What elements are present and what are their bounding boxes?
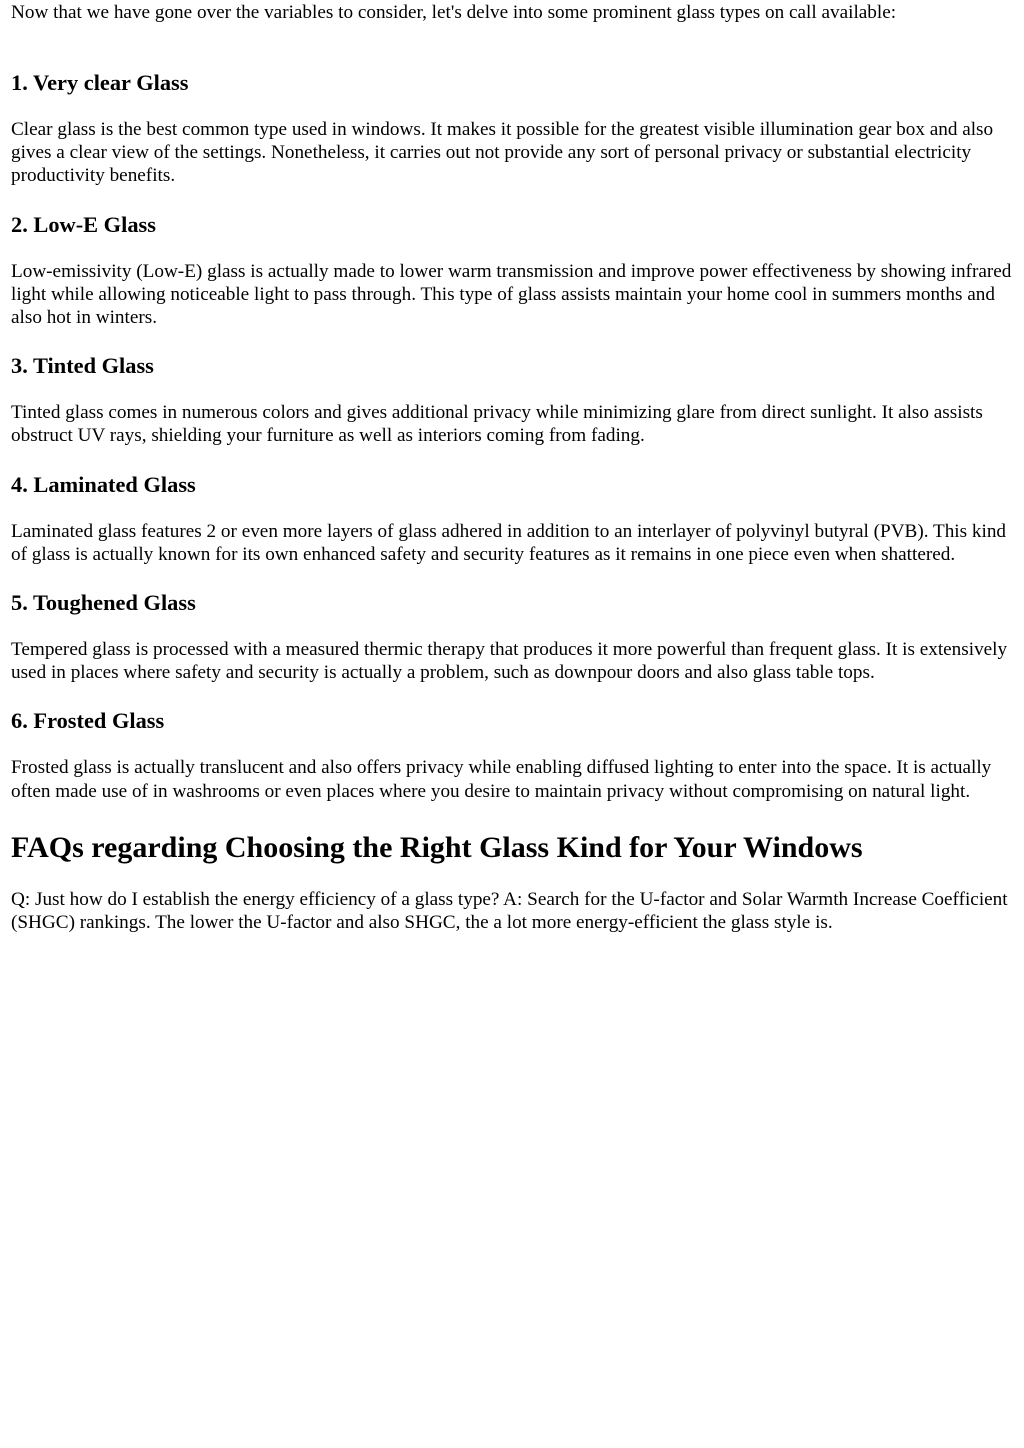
section-heading-tinted-glass: 3. Tinted Glass bbox=[11, 353, 154, 379]
section-body-low-e-glass: Low-emissivity (Low-E) glass is actually made to lower warm transmission and improve power effectiveness by showing infrared light while allowing noticeable light to pass through. This type of glass assists maintain your home cool in summers months and also hot in winters. bbox=[11, 260, 1012, 329]
faq-heading: FAQs regarding Choosing the Right Glass Kind for Your Windows bbox=[11, 830, 863, 864]
section-body-clear-glass: Clear glass is the best common type used in windows. It makes it possible for the greatest visible illumination gear box and also gives a clear view of the settings. Nonetheless, it carries out not provide any sort of personal privacy or substantial electricity productivity benefits. bbox=[11, 119, 994, 187]
section-body-laminated-glass: Laminated glass features 2 or even more layers of glass adhered in addition to an interlayer of polyvinyl butyral (PVB). This kind of glass is actually known for its own enhanced safety and security features as it remains in one piece even when shattered. bbox=[11, 520, 1007, 565]
section-heading-clear-glass: 1. Very clear Glass bbox=[11, 70, 189, 95]
intro-paragraph: Now that we have gone over the variables to consider, let's delve into some prominent glass types on call available: bbox=[11, 2, 897, 23]
section-heading-frosted-glass: 6. Frosted Glass bbox=[11, 708, 165, 734]
section-body-tinted-glass: Tinted glass comes in numerous colors and gives additional privacy while minimizing glare from direct sunlight. It also assists obstruct UV rays, shielding your furniture as well as interiors coming from fading. bbox=[11, 402, 983, 447]
faq-body: Q: Just how do I establish the energy efficiency of a glass type? A: Search for the U-factor and Solar Warmth Increase Coefficient (SHGC) rankings. The lower the U-factor and also SHGC, the a lot more energy-efficient the glass style is. bbox=[11, 888, 1008, 934]
section-body-frosted-glass: Frosted glass is actually translucent and also offers privacy while enabling diffused lighting to enter into the space. It is actually often made use of in washrooms or even places where you desire to maintain privacy without compromising on natural light. bbox=[11, 757, 992, 802]
section-heading-low-e-glass: 2. Low-E Glass bbox=[11, 211, 156, 237]
section-body-toughened-glass: Tempered glass is processed with a measured thermic therapy that produces it more powerful than frequent glass. It is extensively used in places where safety and security is actually a problem, such as downpour doors and also glass table tops. bbox=[11, 639, 1008, 684]
section-heading-toughened-glass: 5. Toughened Glass bbox=[11, 590, 196, 616]
section-heading-laminated-glass: 4. Laminated Glass bbox=[11, 471, 196, 497]
